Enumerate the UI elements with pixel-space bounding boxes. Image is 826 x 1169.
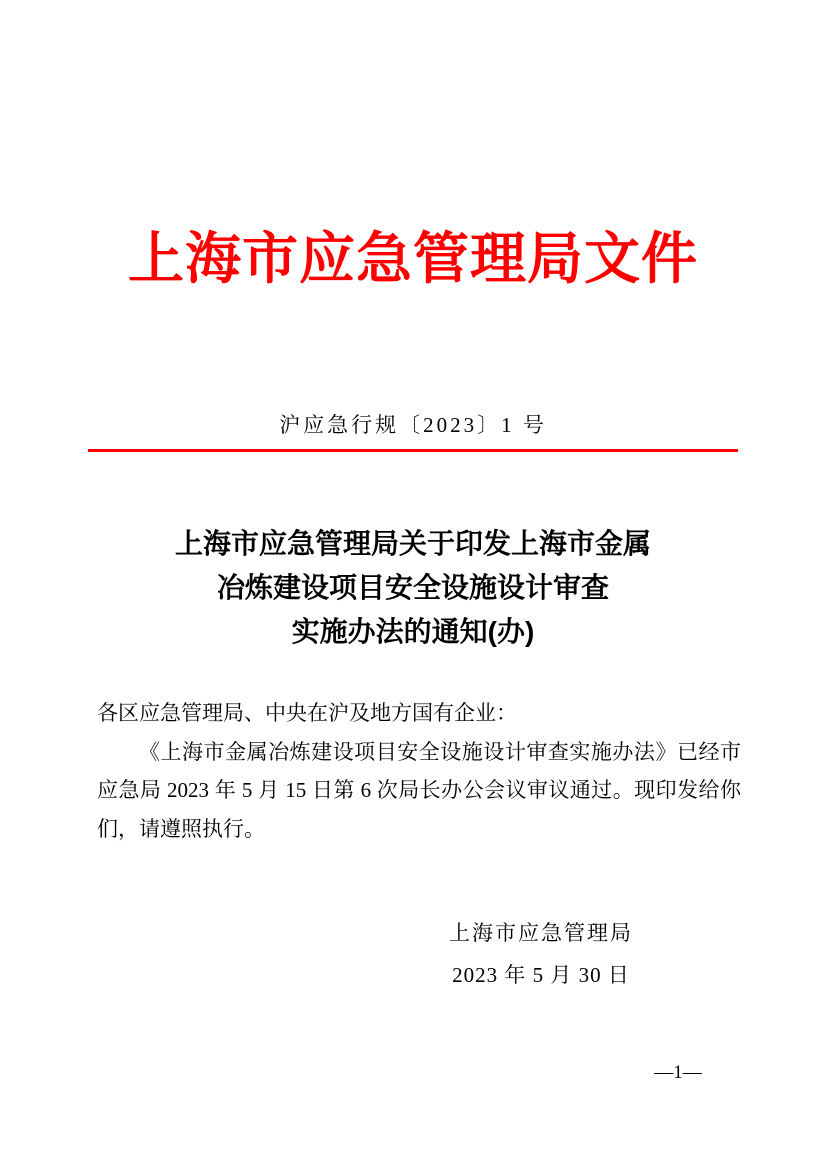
signature-date: 2023 年 5 月 30 日 <box>452 963 630 987</box>
signature-organization: 上海市应急管理局 <box>449 921 633 945</box>
body-paragraph: 《上海市金属冶炼建设项目安全设施设计审查实施办法》已经市应急局 2023 年 5 月 15 日第 6 次局长办公会议审议通过。现印发给你们，请遵照执行。 <box>97 739 741 841</box>
separator-line <box>88 449 738 452</box>
notice-title <box>0 522 826 654</box>
notice-title-line-3: 实施办法的通知(办) <box>291 616 535 647</box>
notice-title-line-2: 冶炼建设项目安全设施设计审查 <box>216 572 609 603</box>
notice-title-line-1: 上海市应急管理局关于印发上海市金属 <box>174 528 651 559</box>
salutation: 各区应急管理局、中央在沪及地方国有企业： <box>97 701 517 725</box>
signature-block <box>376 921 706 987</box>
page-number: —1— <box>654 1062 702 1083</box>
letterhead-title: 上海市应急管理局文件 <box>128 227 698 290</box>
body-text <box>97 694 741 848</box>
document-number: 沪应急行规〔2023〕1 号 <box>279 413 547 437</box>
